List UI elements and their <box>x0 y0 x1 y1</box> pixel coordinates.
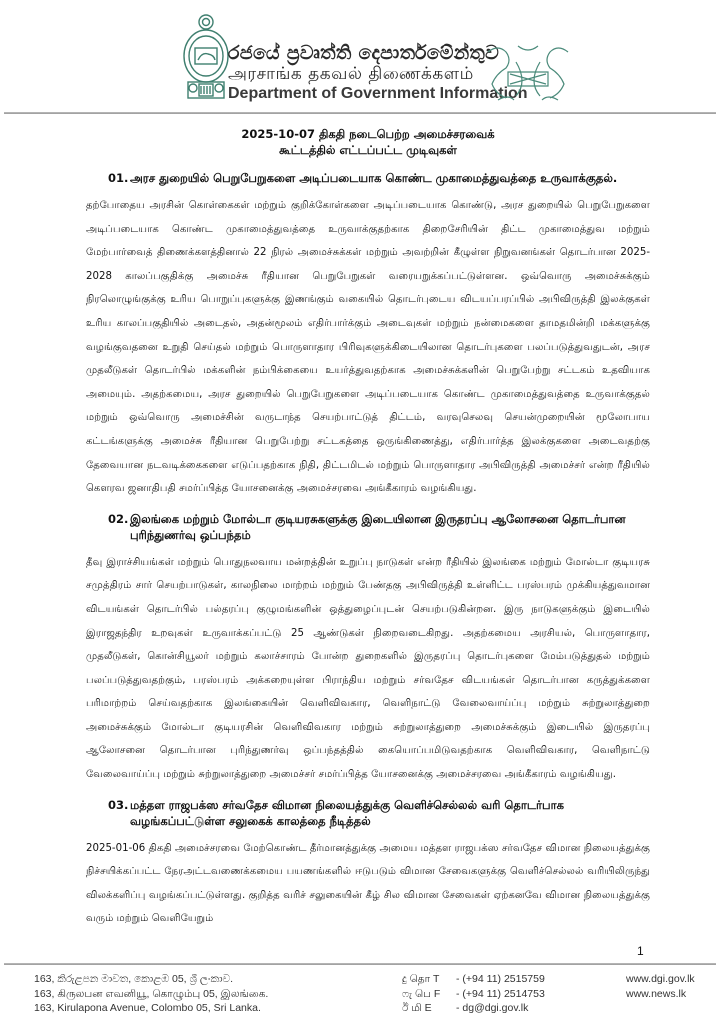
fax-label: ෆැ பெ F <box>402 987 441 1000</box>
document-title <box>86 126 650 158</box>
org-name-sinhala: රජයේ ප්‍රවෘත්ති දෙපාර්තමේන්තුව <box>228 42 500 64</box>
footer-contact <box>402 972 545 1016</box>
address-tamil: 163, கிருலபன எவனியூ, கொழும்பு 05, இலங்கை. <box>34 987 269 1000</box>
letterhead <box>0 0 724 118</box>
phone-number: - (+94 11) 2515759 <box>456 973 545 985</box>
traditional-swan-motif-icon <box>478 42 578 102</box>
email-address: - dg@dgi.gov.lk <box>456 1002 529 1014</box>
website-news-link[interactable]: www.news.lk <box>626 987 687 1000</box>
title-line-1: 2025-10-07 திகதி நடைபெற்ற அமைச்சரவைக் <box>241 127 495 141</box>
email-label: ඊ மி E <box>402 1002 432 1014</box>
address-sinhala: 163, කිරුළපන මාවත, කොළඹ 05, ශ්‍රී ලංකාව. <box>34 973 234 985</box>
section-heading-02 <box>108 511 650 543</box>
website-dgi-link[interactable]: www.dgi.gov.lk <box>626 973 695 985</box>
page-number: 1 <box>637 944 644 958</box>
sri-lanka-national-emblem-icon <box>180 12 232 102</box>
organization-name <box>228 42 528 104</box>
section-body-02: தீவு இராச்சியங்கள் மற்றும் பொதுநலவாய மன்றத்தின் உறுப்பு நாடுகள் என்ற ரீதியில் இலங்கை மற்றும் மோல்டா குடியரசு சமுத்திரம் சார் செயற்பாடுகள், காலநிலை மாற்றம் மற்றும் பேண்தகு அபிவிருத்தி உள்ளிட்ட பரஸ்பரம் முக்கியத்துவமான விடயங்கள் தொடர்பில் பல்தரப்பு குழுமங்களின் ஒத்துழைப்புடன் செயற்படுகின்றன. இரு நாடுகளுக்கும் இடையில் இராஜதந்திர உறவுகள் உருவாக்கப்பட்டு 25 ஆண்டுகள் நிறைவடைகிறது. அதற்கமைய அரசியல், பொருளாதார, முதலீடுகள், கொன்சியூலர் மற்றும் கலாச்சாரம் போன்ற துறைகளில் இருதரப்பு தொடர்புகளை மேம்படுத்துதல் மற்றும் பலப்படுத்துவதற்கும், பரஸ்பரம் அக்கறையுள்ள பிராந்திய மற்றும் சர்வதேச விடயங்கள் தொடர்பான கருத்துக்களை பரிமாற்றம் செய்வதற்காக இலங்கையின் வெளிவிவகார, வெளிநாட்டு வேலைவாய்ப்பு மற்றும் சுற்றுலாத்துறை அமைச்சுக்கும் மோல்டா குடியரசின் வெளிவிவகார மற்றும் சுற்றுலாத்துறை அமைச்சுக்கும் இடையில் இருதரப்பு ஆலோசனை தொடர்பான புரிந்துணர்வு ஒப்பந்தத்தில் கையொப்பமிடுவதற்காக வெளிவிவகார, வெளிநாட்டு வேலைவாய்ப்பு மற்றும் சுற்றுலாத்துறை அமைச்சர் சமர்ப்பித்த யோசனைக்கு அமைச்சரவை அங்கீகாரம் வழங்கியது. <box>86 556 650 781</box>
section-body-01: தற்போதைய அரசின் கொள்கைகள் மற்றும் குறிக்கோள்களை அடிப்படையாக கொண்டு, அரச துறையில் பெறுபேறுகளை அடிப்படையாக கொண்ட முகாமைத்துவத்தை உருவாக்குதற்காக திறைசேரியின் திட்ட முகாமைத்துவ மற்றும் மேற்பார்வைத் திணைக்களத்தினால் 22 நிரல் அமைச்சுக்கள் மற்றும் அவற்றின் கீழுள்ள நிறுவனங்கள் தொடர்பான 2025-2028 காலப்பகுதிக்கு அமைச்சு ரீதியான பெறுபேறுகள் வரையறுக்கப்பட்டுள்ளன. ஒவ்வொரு அமைச்சுக்கும் நிரலொழுங்குக்கு உரிய பொறுப்புகளுக்கு இணங்கும் வகையில் தொடர்புடைய விடயப்பரப்பில் அபிவிருத்தி இலக்குகள் உரிய காலப்பகுதியில் அடைதல், அதன்மூலம் எதிர்பார்க்கும் அடைவுகள் மற்றும் நன்மைகளை தாமதமின்றி மக்களுக்கு வழங்குவதனை உறுதி செய்தல் மற்றும் பொருளாதார பிரிவுகளுக்கிடையிலான தொடர்புகளை பலப்படுத்துவதுடன், அரச முதலீடுகள் தொடர்பில் மக்களின் நம்பிக்கையை உயர்த்துவதற்காக அமைச்சுக்களின் பெறுபேற்று சட்டகம் உதவியாக அமையும். அதற்கமைய, அரச துறையில் பெறுபேறுகளை அடிப்படையாக கொண்ட முகாமைத்துவத்தை உருவாக்குதல் மற்றும் ஒவ்வொரு அமைச்சின் வருடாந்த செயற்பாட்டுத் திட்டம், வரவுசெலவு செயன்முறையின் மூலோபாய கட்டங்களுக்கு அமைச்சு ரீதியான பெறுபேற்று சட்டகத்தை ஒருங்கிணைத்து, எதிர்பார்த்த இலக்குகளை அடைவதற்கு தேவையான நடவடிக்கைகளை எடுப்பதற்காக நிதி, திட்டமிடல் மற்றும் பொருளாதார அபிவிருத்தி அமைச்சர் என்ற ரீதியில் கௌரவ ஜனாதிபதி சமர்ப்பித்த யோசனைக்கு அமைச்சரவை அங்கீகாரம் வழங்கியது. <box>86 200 650 495</box>
section-number: 02. <box>108 511 129 526</box>
address-english: 163, Kirulapona Avenue, Colombo 05, Sri Lanka. <box>34 1002 261 1014</box>
section-title: அரச துறையில் பெறுபேறுகளை அடிப்படையாக கொண்ட முகாமைத்துவத்தை உருவாக்குதல். <box>130 171 618 185</box>
section-number: 03. <box>108 797 129 812</box>
section-title: இலங்கை மற்றும் மோல்டா குடியரசுகளுக்கு இடையிலான இருதரப்பு ஆலோசனை தொடர்பான புரிந்துணர்வு ஒப்பந்தம் <box>130 511 626 542</box>
title-line-2: கூட்டத்தில் எட்டப்பட்ட முடிவுகள் <box>279 143 457 157</box>
email-row <box>402 1001 545 1016</box>
phone-row <box>402 972 545 987</box>
section-heading-03 <box>108 797 650 829</box>
section-heading-01 <box>108 170 650 186</box>
fax-number: - (+94 11) 2514753 <box>456 987 545 1000</box>
section-number: 01. <box>108 171 129 185</box>
org-name-tamil: அரசாங்க தகவல் திணைக்களம் <box>228 64 474 84</box>
document-body <box>86 126 650 958</box>
phone-label: දු தொ T <box>402 973 440 985</box>
section-body-03: 2025-01-06 திகதி அமைச்சரவை மேற்கொண்ட தீர்மானத்துக்கு அமைய மத்தள ராஜபக்ஸ சர்வதேச விமான நிலையத்துக்கு நிச்சயிக்கப்பட்ட நேரஅட்டவணைக்கமைய பயணங்களில் ஈடுபடும் விமான சேவைகளுக்கு வெளிச்செல்லல் வரியிலிருந்து விலக்களிப்பு வழங்கப்பட்டுள்ளது. குறித்த வரிச் சலுகையின் கீழ் சில விமான சேவைகள் ஏற்கனவே விமான நிலையத்துக்கு வரும் மற்றும் வெளியேறும் <box>86 842 650 925</box>
footer-divider <box>4 963 716 965</box>
header-divider <box>4 112 716 114</box>
org-name-english: Department of Government Information <box>228 85 528 102</box>
footer-websites <box>626 972 695 1001</box>
footer-address <box>34 972 268 1016</box>
section-title: மத்தள ராஜபக்ஸ சர்வதேச விமான நிலையத்துக்கு வெளிச்செல்லல் வரி தொடர்பாக வழங்கப்பட்டுள்ள சலுகைக் காலத்தை நீடித்தல் <box>130 797 564 828</box>
fax-row <box>402 987 545 1002</box>
